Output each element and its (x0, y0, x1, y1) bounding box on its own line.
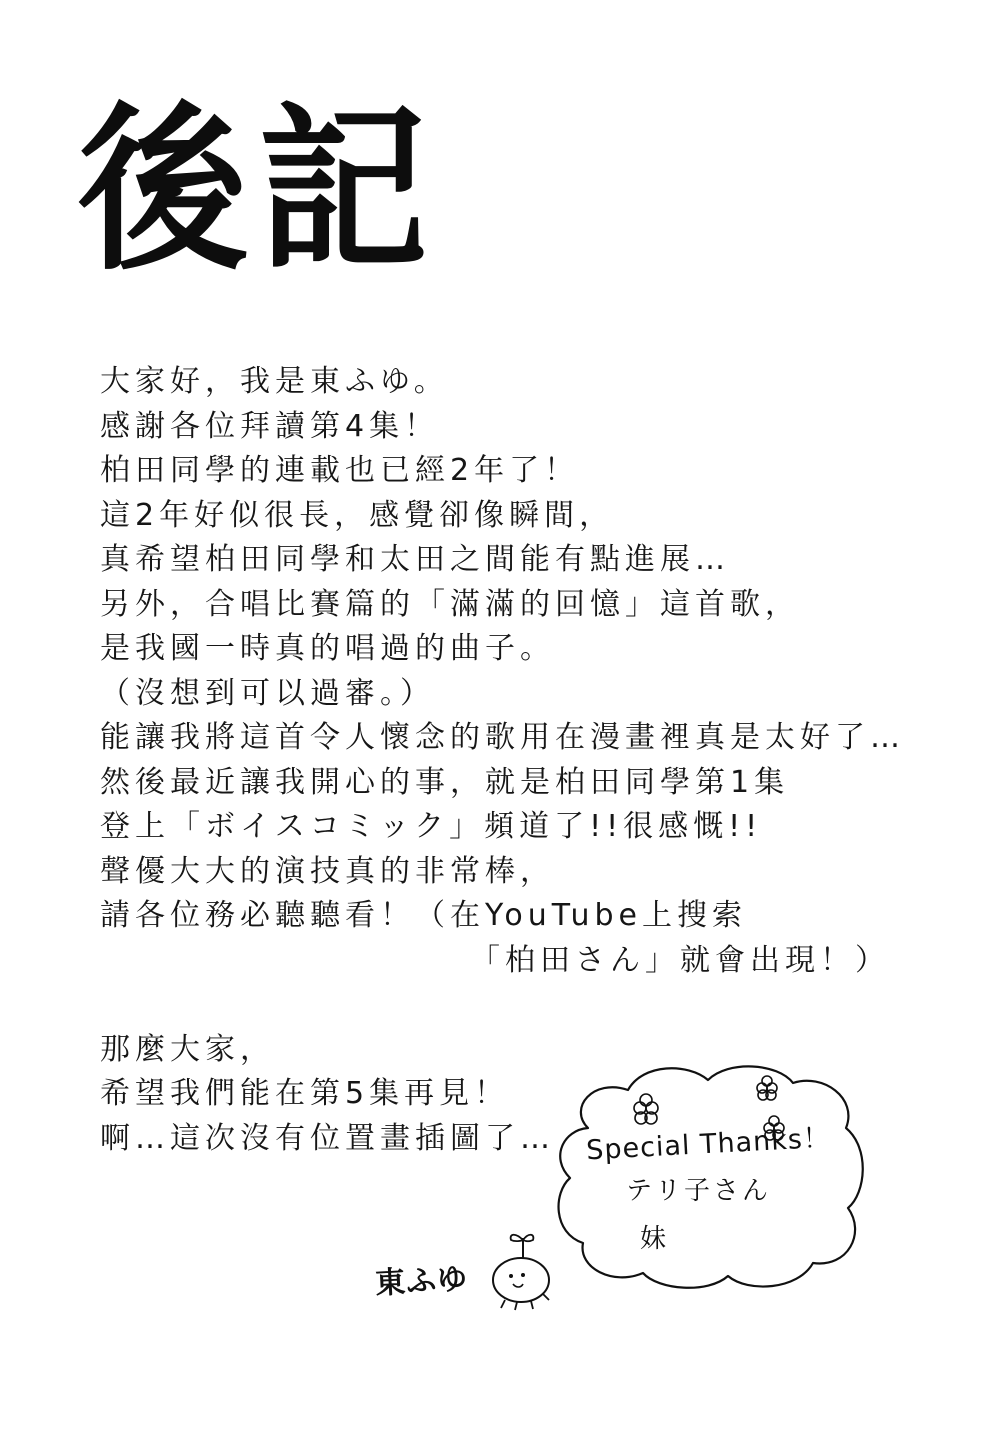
sprout-bug-icon (483, 1228, 563, 1318)
page-title: 後記 (78, 85, 439, 296)
body-line: 真希望柏田同學和太田之間能有點進展… (100, 542, 730, 577)
body-line: 請各位務必聽聽看！（在YouTube上搜索 (100, 898, 747, 933)
body-line: 「柏田さん」就會出現！） (470, 942, 890, 978)
body-line: 聲優大大的演技真的非常棒， (100, 853, 555, 889)
body-line: 這2年好似很長，感覺卻像瞬間， (100, 497, 615, 533)
body-line: 能讓我將這首令人懷念的歌用在漫畫裡真是太好了… (100, 720, 905, 755)
body-line: 大家好，我是東ふゆ。 (100, 364, 449, 399)
thanks-name: テリ子さん (626, 1176, 772, 1206)
author-signature (375, 1228, 575, 1318)
body-line: 另外，合唱比賽篇的「滿滿的回憶」這首歌， (100, 586, 800, 622)
body-line: （沒想到可以過審。） (100, 675, 435, 711)
body-line: 然後最近讓我開心的事，就是柏田同學第1集 (100, 764, 790, 800)
body-line: 登上「ボイスコミック」頻道了!!很感慨!! (100, 809, 763, 844)
special-thanks-title: Special Thanks！ (585, 1122, 832, 1167)
signature-text: 東ふゆ (374, 1261, 470, 1302)
closing-line: 那麼大家， (100, 1031, 275, 1067)
body-line: 柏田同學的連載也已經2年了！ (100, 453, 580, 488)
thanks-name: 妹 (640, 1224, 670, 1254)
closing-line: 啊…這次沒有位置畫插圖了… (100, 1120, 555, 1156)
paragraph-gap (100, 983, 920, 1028)
body-line: 感謝各位拜讀第4集！ (100, 408, 440, 444)
afterword-body (100, 360, 920, 1161)
body-line: 是我國一時真的唱過的曲子。 (100, 631, 555, 666)
special-thanks-cloud (548, 1058, 868, 1293)
closing-line: 希望我們能在第5集再見！ (100, 1076, 510, 1111)
